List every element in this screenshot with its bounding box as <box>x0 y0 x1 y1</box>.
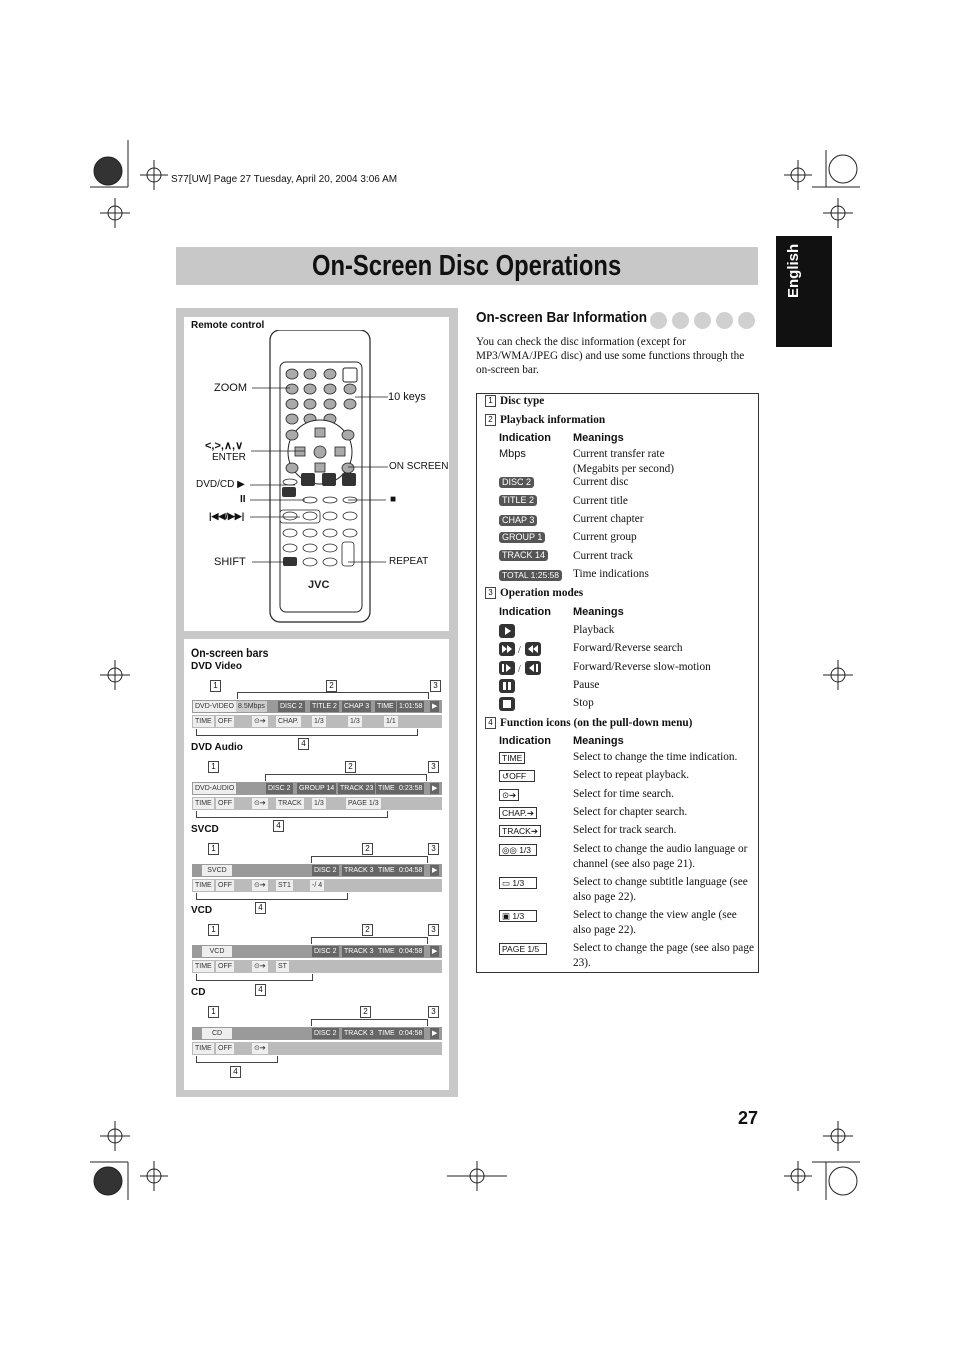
func-time-search-icon: ⊙➔ <box>254 963 266 970</box>
onscreen-bar-functions <box>192 797 442 810</box>
pause-icon <box>499 679 515 693</box>
remote-heading: Remote control <box>191 320 265 331</box>
label-pause: II <box>240 494 246 505</box>
time-value: 0:04:58 <box>399 1030 423 1037</box>
bracket <box>196 893 348 900</box>
decor-dot <box>738 312 755 329</box>
func-time: TIME <box>195 963 212 970</box>
meaning: Select for track search. <box>573 824 677 836</box>
section-number: 1 <box>485 395 496 407</box>
callout-4: 4 <box>255 984 266 996</box>
meaning: Select for time search. <box>573 788 674 800</box>
page-title: On-Screen Disc Operations <box>312 250 622 282</box>
brand-logo: JVC <box>308 579 330 591</box>
func-audio: ST1 <box>278 882 291 889</box>
meaning: Select to change the page (see also page 23). <box>573 942 754 969</box>
func-subtitle: 1/3 <box>350 718 360 725</box>
meaning: Select for chapter search. <box>573 806 688 818</box>
section-number: 2 <box>485 414 496 426</box>
svg-text:/: / <box>518 664 521 675</box>
section-title: Operation modes <box>500 587 584 599</box>
col-indication: Indication <box>499 606 551 618</box>
bracket <box>196 974 313 981</box>
meaning: Forward/Reverse search <box>573 642 683 654</box>
onscreen-bar-top <box>192 1027 442 1040</box>
play-icon <box>499 624 515 638</box>
meaning: Select to change subtitle language (see also page 22). <box>573 876 748 903</box>
col-indication: Indication <box>499 432 551 444</box>
meaning: Current transfer rate (Megabits per second) <box>573 448 675 475</box>
time-value: 0:04:58 <box>399 867 423 874</box>
meaning: Current chapter <box>573 513 644 525</box>
func-chap: CHAP. <box>278 718 299 725</box>
intro-paragraph: You can check the disc information (except for MP3/WMA/JPEG disc) and use some functions through the on-screen bar. <box>476 336 745 376</box>
time-label: TIME <box>378 1030 395 1037</box>
callout-1: 1 <box>208 1006 219 1018</box>
func-audio: 1/3 <box>314 800 324 807</box>
label-shift: SHIFT <box>214 556 246 568</box>
callout-1: 1 <box>208 843 219 855</box>
info-heading: On-screen Bar Information <box>476 309 648 326</box>
ind-mbps: Mbps <box>499 448 526 460</box>
bracket <box>311 937 428 944</box>
meaning: Select to repeat playback. <box>573 769 690 781</box>
bracket <box>237 692 429 699</box>
play-icon: ▶ <box>432 1030 438 1037</box>
track-search-icon: TRACK➔ <box>499 825 541 837</box>
play-icon: ▶ <box>432 948 438 955</box>
ind-chap: CHAP 3 <box>499 515 537 526</box>
meaning: Select to change the time indication. <box>573 751 738 763</box>
callout-4: 4 <box>255 902 266 914</box>
slow-motion-icons <box>499 661 543 675</box>
label-on-screen: ON SCREEN <box>389 461 449 472</box>
meaning: Playback <box>573 624 615 636</box>
label-10-keys: 10 keys <box>388 391 426 403</box>
label-dvd-cd: DVD/CD ▶ <box>196 479 245 490</box>
onscreen-bar-top <box>192 782 442 795</box>
callout-1: 1 <box>210 680 221 692</box>
meaning: Forward/Reverse slow-motion <box>573 661 711 673</box>
section-title: Disc type <box>500 395 545 407</box>
play-icon: ▶ <box>432 785 438 792</box>
label-enter: ENTER <box>212 452 246 463</box>
ind-title: TITLE 2 <box>499 495 537 506</box>
disc-tag: DISC 2 <box>314 867 337 874</box>
disc-tag: DISC 2 <box>314 948 337 955</box>
time-label: TIME <box>378 867 395 874</box>
callout-2: 2 <box>326 680 337 692</box>
disc-tag: DISC 2 <box>280 703 303 710</box>
page-number: 27 <box>738 1108 759 1128</box>
section-number: 4 <box>485 717 496 729</box>
stop-icon <box>499 697 515 711</box>
meaning: Current title <box>573 495 628 507</box>
callout-1: 1 <box>208 761 219 773</box>
func-time-search-icon: ⊙➔ <box>254 882 266 889</box>
func-time-search-icon: ⊙➔ <box>254 800 266 807</box>
func-angle: 1/1 <box>386 718 396 725</box>
func-repeat: OFF <box>218 718 232 725</box>
col-meanings: Meanings <box>573 432 624 444</box>
ind-angle: 1/3 <box>512 911 525 921</box>
chap-tag: CHAP 3 <box>344 703 370 710</box>
label-stop: ■ <box>390 494 397 505</box>
remote-control-illustration <box>260 330 380 625</box>
label-repeat: REPEAT <box>389 556 429 567</box>
ind-page: PAGE 1/5 <box>499 943 547 955</box>
track-tag: TRACK 3 <box>344 1030 374 1037</box>
callout-2: 2 <box>362 924 373 936</box>
repeat-icon: ↺OFF <box>499 770 535 782</box>
onscreen-bars-heading: On-screen bars <box>191 646 269 660</box>
func-subtitle: -/ 4 <box>312 882 323 889</box>
ind-track: TRACK <box>502 826 531 836</box>
group-tag: GROUP 14 <box>299 785 335 792</box>
meaning: Time indications <box>573 568 649 580</box>
section-dvd-video: DVD Video <box>191 661 242 672</box>
disc-tag: DISC 2 <box>268 785 291 792</box>
callout-3: 3 <box>430 680 441 692</box>
mode-label: SVCD <box>202 865 232 876</box>
func-repeat: OFF <box>218 800 232 807</box>
decor-dot <box>650 312 667 329</box>
callout-4: 4 <box>273 820 284 832</box>
bracket <box>196 1056 278 1063</box>
mode-label: DVD-VIDEO <box>195 703 234 710</box>
section-title: Playback information <box>500 414 606 426</box>
subtitle-icon: ▭ 1/3 <box>499 877 537 889</box>
time-search-icon: ⊙➔ <box>499 789 519 801</box>
func-repeat: OFF <box>218 882 232 889</box>
callout-3: 3 <box>428 1006 439 1018</box>
ind-group: GROUP 1 <box>499 532 545 543</box>
func-time-search-icon: ⊙➔ <box>254 718 266 725</box>
ind-subtitle: 1/3 <box>512 878 525 888</box>
ind-disc: DISC 2 <box>499 477 534 488</box>
col-meanings: Meanings <box>573 606 624 618</box>
title-tag: TITLE 2 <box>312 703 337 710</box>
bracket <box>311 856 428 863</box>
meaning: Stop <box>573 697 594 709</box>
callout-2: 2 <box>345 761 356 773</box>
audio-icon: ◎◎ 1/3 <box>499 844 537 856</box>
section-vcd: VCD <box>191 905 213 916</box>
decor-dot <box>716 312 733 329</box>
onscreen-bar-functions <box>192 715 442 728</box>
func-track: TRACK <box>278 800 302 807</box>
decor-dot <box>694 312 711 329</box>
time-label: TIME <box>377 703 394 710</box>
mode-label: CD <box>202 1028 232 1039</box>
ind-total: TOTAL 1:25:58 <box>499 570 562 581</box>
bracket <box>196 811 388 818</box>
meaning: Select to change the audio language or channel (see also page 21). <box>573 843 748 870</box>
info-table <box>476 393 759 973</box>
disc-tag: DISC 2 <box>314 1030 337 1037</box>
callout-2: 2 <box>362 843 373 855</box>
func-audio: ST <box>278 963 287 970</box>
func-time: TIME <box>195 718 212 725</box>
label-zoom: ZOOM <box>214 382 247 394</box>
ind-chap: CHAP. <box>502 808 527 818</box>
callout-1: 1 <box>208 924 219 936</box>
func-time-search-icon: ⊙➔ <box>254 1045 266 1052</box>
label-skip: |◀◀/▶▶| <box>209 511 245 521</box>
meaning: Select to change the view angle (see also page 22). <box>573 909 737 936</box>
time-value: 0:04:58 <box>399 948 423 955</box>
callout-3: 3 <box>428 843 439 855</box>
func-time: TIME <box>195 1045 212 1052</box>
onscreen-bar-functions <box>192 879 442 892</box>
bracket <box>265 774 427 781</box>
angle-icon: ▣ 1/3 <box>499 910 537 922</box>
mode-label: DVD-AUDIO <box>195 785 235 792</box>
label-cursor: <,>,∧,∨ <box>205 440 244 452</box>
meaning: Current disc <box>573 476 629 488</box>
callout-4: 4 <box>230 1066 241 1078</box>
callout-2: 2 <box>360 1006 371 1018</box>
section-number: 3 <box>485 587 496 599</box>
callout-4: 4 <box>298 738 309 750</box>
page-title-bar <box>176 247 758 285</box>
ind-audio: 1/3 <box>519 845 532 855</box>
func-time: TIME <box>195 800 212 807</box>
func-repeat: OFF <box>218 963 232 970</box>
callout-3: 3 <box>428 761 439 773</box>
svg-text:/: / <box>518 645 521 656</box>
time-label: TIME <box>378 785 395 792</box>
ind-time: TIME <box>499 752 525 764</box>
time-label: TIME <box>378 948 395 955</box>
onscreen-bar-top <box>192 945 442 958</box>
onscreen-bar-functions <box>192 1042 442 1055</box>
bracket <box>196 729 418 736</box>
ind-track: TRACK 14 <box>499 550 548 561</box>
mode-label: VCD <box>202 946 232 957</box>
meaning: Current group <box>573 531 637 543</box>
bracket <box>311 1019 428 1026</box>
time-value: 0:23:58 <box>399 785 423 792</box>
time-value: 1:01:58 <box>399 703 423 710</box>
col-indication: Indication <box>499 735 551 747</box>
decor-dot <box>672 312 689 329</box>
section-dvd-audio: DVD Audio <box>191 742 243 753</box>
onscreen-bar-top <box>192 700 442 713</box>
meaning: Pause <box>573 679 600 691</box>
chapter-search-icon: CHAP.➔ <box>499 807 537 819</box>
callout-3: 3 <box>428 924 439 936</box>
onscreen-bar-top <box>192 864 442 877</box>
play-icon: ▶ <box>432 703 438 710</box>
track-tag: TRACK 3 <box>344 948 374 955</box>
func-audio: 1/3 <box>314 718 324 725</box>
language-tab <box>776 236 832 347</box>
ind-off: OFF <box>509 771 527 781</box>
onscreen-bar-functions <box>192 960 442 973</box>
rate-label: 8.5Mbps <box>238 703 265 710</box>
col-meanings: Meanings <box>573 735 624 747</box>
print-header: S77[UW] Page 27 Tuesday, April 20, 2004 3:06 AM <box>171 174 398 185</box>
func-time: TIME <box>195 882 212 889</box>
func-page: PAGE 1/3 <box>348 800 379 807</box>
section-svcd: SVCD <box>191 824 219 835</box>
track-tag: TRACK 3 <box>344 867 374 874</box>
meaning: Current track <box>573 550 633 562</box>
section-title: Function icons (on the pull-down menu) <box>500 717 693 729</box>
track-tag: TRACK 23 <box>340 785 374 792</box>
search-icons <box>499 642 543 656</box>
func-repeat: OFF <box>218 1045 232 1052</box>
play-icon: ▶ <box>432 867 438 874</box>
language-label: English <box>785 243 802 298</box>
section-cd: CD <box>191 987 206 998</box>
